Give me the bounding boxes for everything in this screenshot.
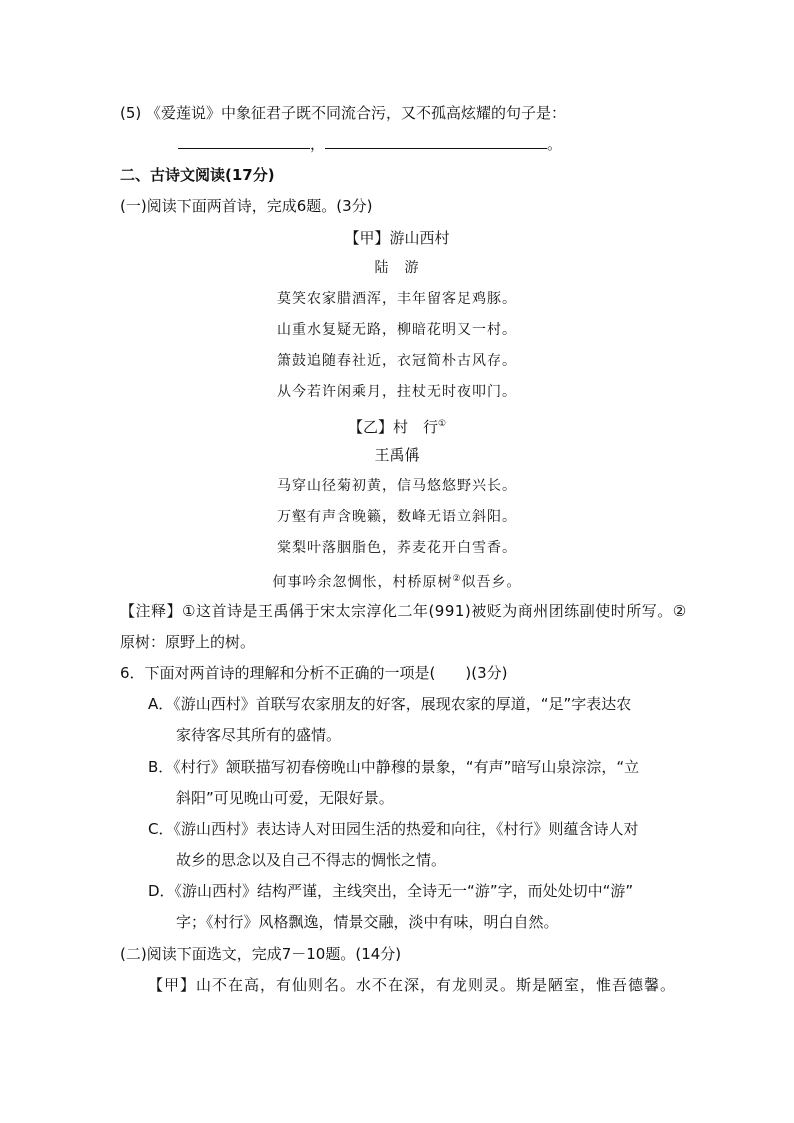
poem-b-last-line-b: 似吾乡。 <box>461 574 522 591</box>
footnote-marker: ② <box>452 574 462 584</box>
answer-blank-2[interactable] <box>325 134 547 149</box>
poem-b-author: 王禹偁 <box>374 446 420 464</box>
blank-separator: ， <box>310 135 326 153</box>
option-a-cont: 家待客尽其所有的盛情。 <box>176 726 342 744</box>
part-2-instruction: (二)阅读下面选文，完成7－10题。(14分) <box>120 945 402 963</box>
question-5-prompt: (5) 《爱莲说》中象征君子既不同流合污，又不孤高炫耀的句子是： <box>120 104 567 122</box>
poem-a-line: 山重水复疑无路，柳暗花明又一村。 <box>277 322 517 338</box>
poem-a-title: 【甲】游山西村 <box>344 229 450 247</box>
poem-b-last-line-a: 何事吟余忽惆怅，村桥原树 <box>272 574 453 591</box>
option-c-cont: 故乡的思念以及自己不得志的惆怅之情。 <box>176 851 447 869</box>
poem-b-title-text: 【乙】村 行 <box>347 418 438 436</box>
question-5-answer-row <box>178 133 562 155</box>
poem-b-line <box>0 568 794 594</box>
notes-line-2: 原树：原野上的树。 <box>120 633 256 651</box>
answer-blank-1[interactable] <box>178 134 310 149</box>
option-b[interactable]: B．《村行》颔联描写初春傍晚山中静穆的景象，“有声”暗写山泉淙淙，“立 <box>148 758 640 776</box>
footnote-marker: ① <box>437 419 447 429</box>
poem-b-line: 马穿山径菊初黄，信马悠悠野兴长。 <box>277 478 517 494</box>
poem-a-line: 从今若许闲乘月，拄杖无时夜叩门。 <box>277 384 517 400</box>
blank-end: 。 <box>547 135 563 153</box>
option-d[interactable]: D．《游山西村》结构严谨，主线突出，全诗无一“游”字，而处处切中“游” <box>148 882 634 900</box>
poem-b-title <box>0 413 794 438</box>
poem-a-author: 陆 游 <box>374 260 420 276</box>
option-d-cont: 字；《村行》风格飘逸，情景交融，淡中有味，明白自然。 <box>176 913 559 931</box>
option-a[interactable]: A．《游山西村》首联写农家朋友的好客，展现农家的厚道，“足”字表达农 <box>148 695 632 713</box>
poem-a-line: 箫鼓追随春社近，衣冠简朴古风存。 <box>277 353 517 369</box>
poem-b-line: 万壑有声含晚籁，数峰无语立斜阳。 <box>277 509 517 525</box>
notes-line-1: 【注释】①这首诗是王禹偁于宋太宗淳化二年(991)被贬为商州团练副使时所写。② <box>120 602 687 620</box>
poem-a-line: 莫笑农家腊酒浑，丰年留客足鸡豚。 <box>277 291 517 307</box>
question-6-stem: 6．下面对两首诗的理解和分析不正确的一项是( )(3分) <box>120 664 508 682</box>
option-c[interactable]: C．《游山西村》表达诗人对田园生活的热爱和向往，《村行》则蕴含诗人对 <box>148 820 639 838</box>
part-1-instruction: (一)阅读下面两首诗，完成6题。(3分) <box>120 197 373 215</box>
poem-b-line: 棠梨叶落胭脂色，荞麦花开白雪香。 <box>277 540 517 556</box>
passage-a-text: 【甲】山不在高，有仙则名。水不在深，有龙则灵。斯是陋室，惟吾德馨。 <box>148 976 677 994</box>
option-b-cont: 斜阳”可见晚山可爱，无限好景。 <box>176 789 394 807</box>
section-heading: 二、古诗文阅读(17分) <box>120 166 275 184</box>
